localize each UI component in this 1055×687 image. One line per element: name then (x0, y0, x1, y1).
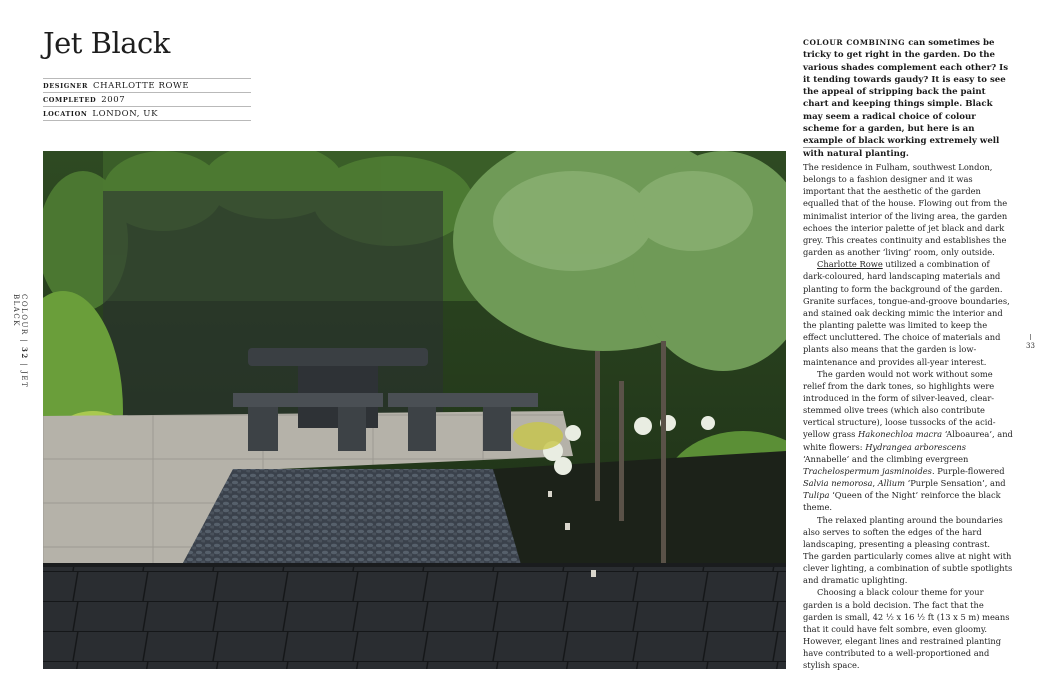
body-paragraph-5: The garden particularly comes alive at night with clever lighting, a combination of subtle spotlights and dramatic uplighting. (803, 551, 1013, 586)
article-body (803, 161, 1013, 672)
p3-text-k: ‘Purple Sensation’, and (904, 478, 1006, 489)
folio-section-label: COLOUR | 32 | JET BLACK (12, 294, 29, 389)
p3-text-a: The garden would not work without some relief from the dark tones, so highlights were introduced in the form of silver-leaved, clear-stemmed olive trees (which also contribute vertical structure), loose tussocks of the acid-yellow grass (803, 368, 996, 440)
right-page-number: 33 (1026, 342, 1035, 350)
garden-photo (43, 151, 786, 669)
location-value: LONDON, UK (92, 109, 159, 119)
completed-row (43, 93, 251, 107)
designer-value: CHARLOTTE ROWE (92, 81, 190, 91)
p3-plant-allium: Allium (877, 478, 905, 489)
location-label: LOCATION (43, 110, 88, 118)
project-metadata (43, 78, 251, 121)
right-folio (1026, 334, 1035, 350)
location-row (43, 107, 251, 121)
designer-label: DESIGNER (43, 82, 88, 90)
p3-plant-trachelospermum: Trachelospermum jasminoides (803, 465, 932, 476)
garden-photo-illustration (43, 151, 786, 669)
intro-text: can sometimes be tricky to get right in the garden. Do the various shades complement each other? Is it tending towards gaudy? It is easy to see the appeal of stripping back the paint chart and keeping things simple. Black may seem a radical choice of colour scheme for a garden, but here is an example of black working extremely well with natural planting. (803, 38, 1009, 159)
left-folio (8, 294, 28, 394)
completed-label: COMPLETED (43, 96, 97, 104)
body-paragraph-1: The residence in Fulham, southwest London, belongs to a fashion designer and it was important that the aesthetic of the garden equalled that of the house. Flowing out from the minimalist interior of the living area, the garden echoes the interior palette of jet black and dark grey. This creates continuity and establishes the garden as another ‘living’ room, only outside. (803, 162, 1008, 258)
body-paragraph-2-text: utilized a combination of dark-coloured, hard landscaping materials and planting to form the background of the garden. Granite surfaces, tongue-and-groove boundaries, and stained oak decking mimic the interior and the planting palette was limited to keep the effect uncluttered. The choice of materials and plants also means that the garden is low-maintenance and provides all-year interest. (803, 259, 1010, 367)
intro-divider (803, 147, 899, 148)
body-paragraph-3 (803, 368, 1013, 514)
folio-tick (1030, 334, 1031, 340)
p3-text-e: ‘Annabelle’ and the climbing evergreen (803, 453, 969, 464)
p3-plant-hydrangea: Hydrangea arborescens (865, 441, 966, 452)
p3-plant-hakonechloa: Hakonechloa macra (858, 429, 943, 440)
body-paragraph-6: Choosing a black colour theme for your garden is a bold decision. The fact that the garden is small, 42 ½ x 16 ½ ft (13 x 5 m) means that it could have felt sombre, even gloomy. However, elegant lines and restrained planting have contributed to a well-proportioned and stylish space. (803, 587, 1010, 671)
body-paragraph-2 (803, 258, 1013, 367)
p3-text-m: ‘Queen of the Night’ reinforce the black theme. (803, 490, 1001, 513)
intro-paragraph (803, 37, 1011, 160)
p3-plant-salvia: Salvia nemorosa (803, 478, 873, 489)
designer-link[interactable]: Charlotte Rowe (817, 259, 883, 270)
p3-text-c: ‘Alboaurea’, and white flowers: (803, 429, 1013, 452)
p3-text-i: , (872, 478, 878, 489)
completed-value: 2007 (101, 95, 126, 105)
folio-chapter-title: JET BLACK (12, 294, 28, 389)
p3-plant-tulipa: Tulipa (803, 490, 830, 501)
page-title: Jet Black (43, 26, 170, 60)
body-paragraph-4: The relaxed planting around the boundaries also serves to soften the edges of the hard landscaping, presenting a pleasing contrast. (803, 514, 1003, 549)
left-page-number: 32 (20, 346, 29, 360)
designer-row (43, 79, 251, 93)
intro-lead: COLOUR COMBINING (803, 38, 906, 47)
p3-text-g: . Purple-flowered (931, 465, 1005, 476)
